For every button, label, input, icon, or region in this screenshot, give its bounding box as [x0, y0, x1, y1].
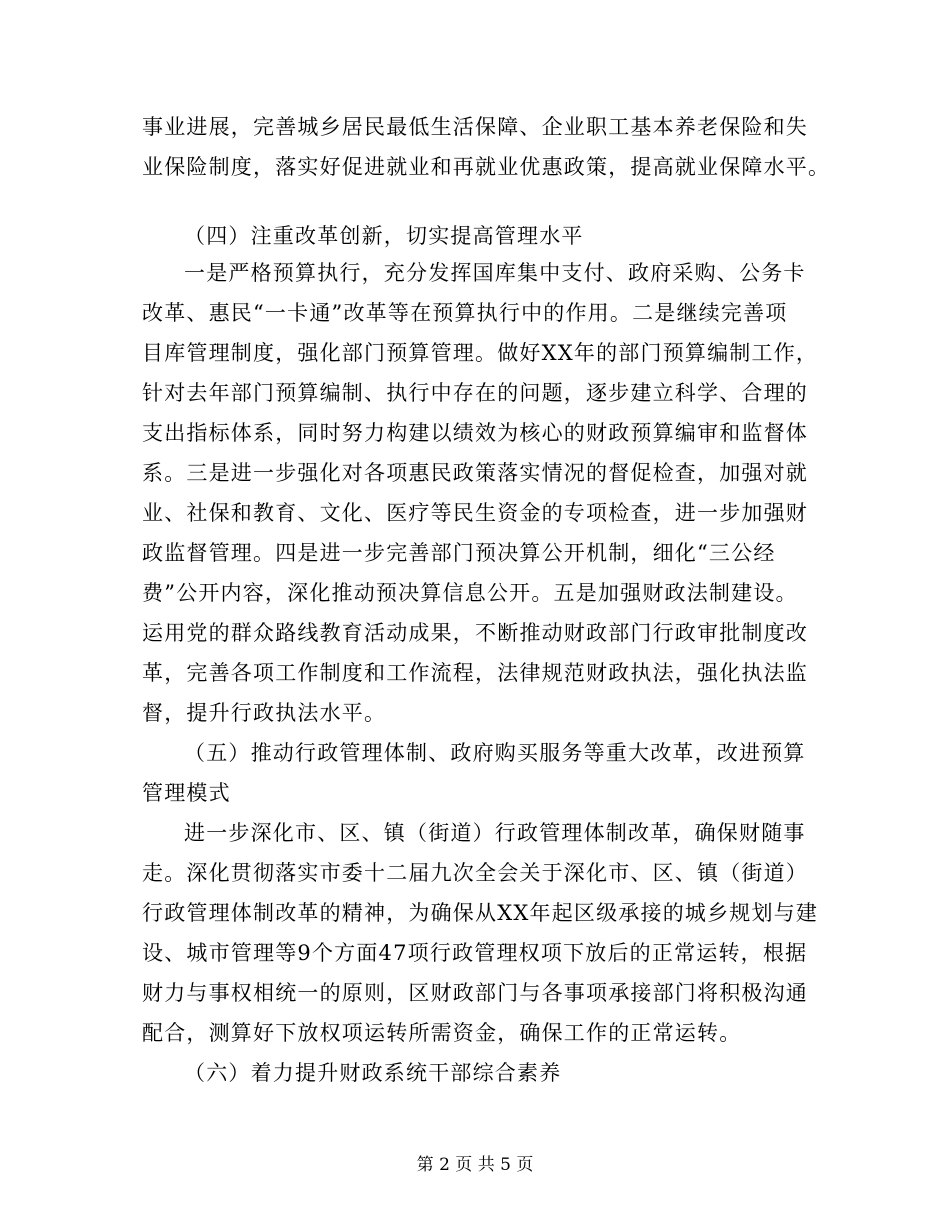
paragraph-line: 事业进展，完善城乡居民最低生活保障、企业职工基本养老保险和失: [142, 115, 808, 139]
paragraph-line: 革，完善各项工作制度和工作流程，法律规范财政执法，强化执法监: [142, 661, 808, 685]
paragraph-line: 针对去年部门预算编制、执行中存在的问题，逐步建立科学、合理的: [142, 381, 808, 405]
section-heading-5-continued: 管理模式: [142, 781, 231, 805]
section-heading-5: （五）推动行政管理体制、政府购买服务等重大改革，改进预算: [184, 741, 806, 765]
paragraph-line: 配合，测算好下放权项运转所需资金，确保工作的正常运转。: [142, 1021, 742, 1045]
paragraph-line: 进一步深化市、区、镇（街道）行政管理体制改革，确保财随事: [184, 821, 806, 845]
paragraph-line: 行政管理体制改革的精神，为确保从XX年起区级承接的城乡规划与建: [142, 901, 819, 925]
paragraph-line: 政监督管理。四是进一步完善部门预决算公开机制，细化“三公经: [142, 541, 776, 565]
paragraph-line: 走。深化贯彻落实市委十二届九次全会关于深化市、区、镇（街道）: [142, 861, 808, 885]
paragraph-line: 业、社保和教育、文化、医疗等民生资金的专项检查，进一步加强财: [142, 501, 808, 525]
paragraph-line: 运用党的群众路线教育活动成果，不断推动财政部门行政审批制度改: [142, 621, 808, 645]
paragraph-line: 系。三是进一步强化对各项惠民政策落实情况的督促检查，加强对就: [142, 461, 808, 485]
paragraph-line: 费”公开内容，深化推动预决算信息公开。五是加强财政法制建设。: [142, 581, 798, 605]
paragraph-line: 设、城市管理等9个方面47项行政管理权项下放后的正常运转，根据: [142, 941, 808, 965]
paragraph-line: 财力与事权相统一的原则，区财政部门与各事项承接部门将积极沟通: [142, 981, 808, 1005]
paragraph-line: 改革、惠民“一卡通”改革等在预算执行中的作用。二是继续完善项: [142, 301, 788, 325]
paragraph-line: 一是严格预算执行，充分发挥国库集中支付、政府采购、公务卡: [184, 261, 806, 285]
paragraph-line: 业保险制度，落实好促进就业和再就业优惠政策，提高就业保障水平。: [142, 155, 831, 179]
section-heading-4: （四）注重改革创新，切实提高管理水平: [184, 224, 584, 248]
page-number-footer: 第 2 页 共 5 页: [416, 1155, 534, 1175]
section-heading-6: （六）着力提升财政系统干部综合素养: [184, 1061, 562, 1085]
paragraph-line: 支出指标体系，同时努力构建以绩效为核心的财政预算编审和监督体: [142, 421, 808, 445]
paragraph-line: 督，提升行政执法水平。: [142, 701, 387, 725]
paragraph-line: 目库管理制度，强化部门预算管理。做好XX年的部门预算编制工作，: [142, 341, 819, 365]
